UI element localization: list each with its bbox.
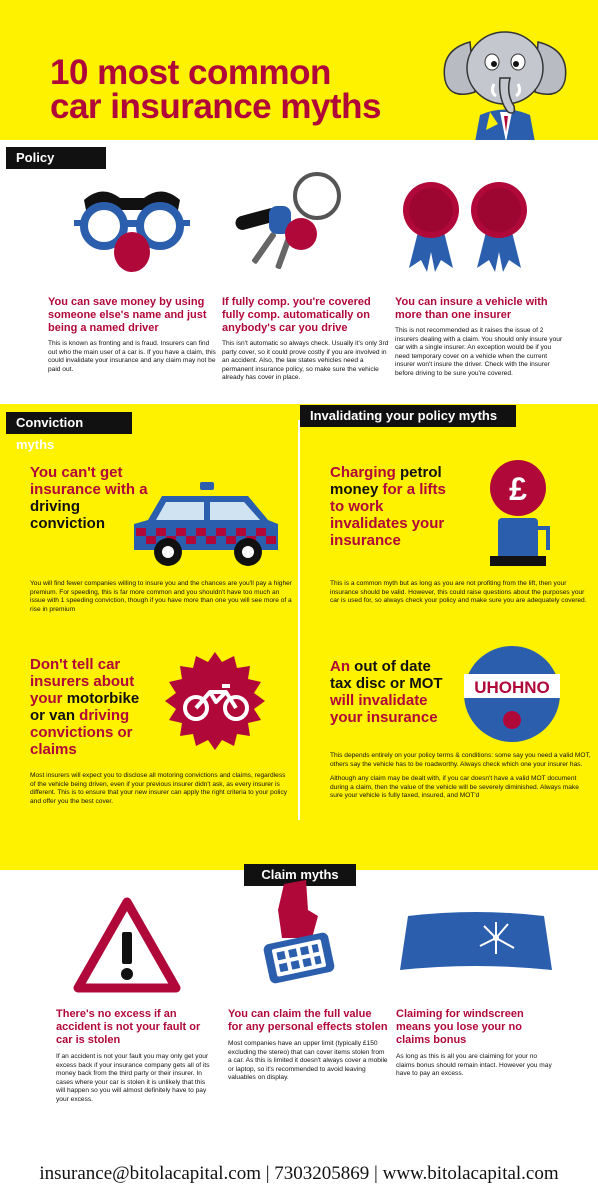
invalidating-myth-2-heading: An out of date tax disc or MOT will invalidate your insurance	[330, 658, 443, 726]
page-title	[50, 53, 410, 126]
invalidating-myths-bar: Invalidating your policy myths	[300, 405, 516, 427]
claim-myth-1-body: If an accident is not your fault you may only get your excess back if your insurance company gets all of its money back from the third party or their insurer. In cases where your car is stolen it is unlikely that this will happen so you will almost definitely have to pay your excess.	[56, 1053, 210, 1103]
motorbike-seal-icon	[160, 650, 270, 760]
disguise-glasses-icon	[72, 182, 192, 282]
cracked-windscreen-icon	[396, 908, 556, 978]
invalidating-myth-2-body	[330, 752, 592, 801]
invalidating-myth-1-body: This is a common myth but as long as you are not profiting from the lift, then your insurance should be valid. However, this could raise questions about the purposes your car is used for, so always check your policy and make sure you are adequately covered.	[330, 580, 587, 605]
title-line-1: 10 most common	[50, 53, 331, 92]
police-car-icon	[128, 480, 288, 572]
hand-phone-icon	[254, 880, 344, 998]
car-keys-icon	[225, 168, 355, 288]
rosettes-icon	[395, 176, 535, 276]
claim-myth-3-heading: Claiming for windscreen means you lose your no claims bonus	[396, 1008, 524, 1046]
contact-footer: insurance@bitolacapital.com | 7303205869 | www.bitolacapital.com	[0, 1148, 598, 1200]
title-line-2: car insurance myths	[50, 87, 381, 126]
claim-myth-2-body: Most companies have an upper limit (typically £150 excluding the stereo) that can cover items stolen from a car. As this is limited it doesn't always cover a mobile or laptop, so it's recommended to avoid leaving valuables on display.	[228, 1040, 388, 1082]
warning-triangle-icon	[72, 896, 182, 996]
elephant-mascot-icon	[420, 20, 590, 142]
policy-myth-2-body: This isn't automatic so always check. Usually it's only 3rd party cover, so it could prove costly if you are involved in an accident. Also, the law states vehicles need a permanent insurance policy, so make sure the vehicle already has cover in place.	[222, 340, 389, 382]
claim-myth-2	[228, 1008, 388, 1083]
tax-disc-text: UHOHNO	[474, 678, 550, 697]
claim-myth-1-heading: There's no excess if an accident is not your fault or car is stolen	[56, 1008, 201, 1046]
tax-disc-icon	[462, 644, 562, 744]
policy-myth-2-heading: If fully comp. you're covered fully comp. automatically on anybody's car you drive	[222, 296, 371, 334]
pound-symbol: £	[509, 471, 527, 507]
invalidating-myth-2-body-2: Although any claim may be dealt with, if you car doesn't have a valid MOT document during a claim, then the value of the vehicle will be severely diminished. Always make sure your vehicle is fully taxed, insured, and MOT'd	[330, 775, 579, 800]
claim-myth-3	[396, 1008, 556, 1079]
invalidating-myth-1-heading: Charging petrol money for a lifts to work invalidates your insurance	[330, 464, 446, 549]
conviction-myth-1-heading: You can't get insurance with a driving conviction	[30, 464, 148, 532]
conviction-myth-1-body: You will find fewer companies willing to insure you and the chances are you'll pay a higher premium. For speeding, this is far more common and you shouldn't have too much an issue with 1 speeding conviction, though if you have more than one you will see more of a rise in premium	[30, 580, 292, 613]
conviction-myth-2-heading: Don't tell car insurers about your motorbike or van driving convictions or claims	[30, 656, 140, 758]
claim-myth-3-body: As long as this is all you are claiming for your no claims bonus should remain intact. However you may have to pay an excess.	[396, 1053, 552, 1078]
policy-myth-3-body: This is not recommended as it raises the issue of 2 insurers dealing with a claim. You should only insure your car with a single insurer. An exception would be if you need temporary cover on a vehicle when the current insurer won't insure the driver. Check with the insurer before driving to be sure you're covered.	[395, 327, 563, 377]
conviction-myth-2-body: Most insurers will expect you to disclose all motoring convictions and claims, regardless of the vehicle being driven, even if your previous insurer didn't ask, as every insurer is different. This is to ensure that your new insurer can apply the right criteria to your policy and offer you the best cover.	[30, 772, 288, 805]
claim-myths-bar: Claim myths	[244, 864, 356, 886]
policy-myth-1	[48, 296, 218, 374]
conviction-myths-bar: Conviction myths	[6, 412, 132, 434]
policy-myth-3-heading: You can insure a vehicle with more than one insurer	[395, 296, 548, 321]
policy-myth-2	[222, 296, 390, 383]
policy-myth-1-body: This is known as fronting and is fraud. Insurers can find out who the main user of a car is. If you have a claim, this could invalidate your insurance and any claim may not be paid out.	[48, 340, 216, 373]
policy-myths-bar: Policy myths	[6, 147, 106, 169]
policy-myth-1-heading: You can save money by using someone else's name and just being a named driver	[48, 296, 207, 334]
petrol-pump-icon	[480, 458, 560, 568]
claim-myth-1	[56, 1008, 216, 1105]
invalidating-myth-2-body-1: This depends entirely on your policy terms & conditions: some say you need a valid MOT, others say the vehicle has to be roadworthy. Always check which one your insurer has.	[330, 752, 591, 768]
claim-myth-2-heading: You can claim the full value for any personal effects stolen	[228, 1008, 388, 1033]
policy-myth-3	[395, 296, 565, 379]
column-divider	[298, 420, 300, 820]
